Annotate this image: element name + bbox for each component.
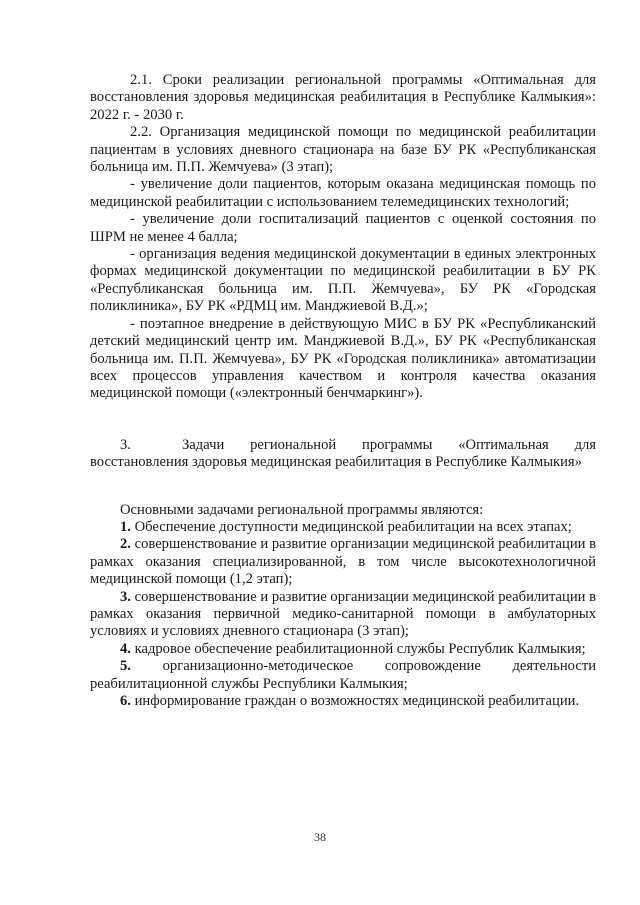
spacer bbox=[90, 403, 596, 437]
spacer bbox=[90, 472, 596, 502]
task-number: 1. bbox=[120, 518, 131, 535]
paragraph-2-2: 2.2. Организация медицинской помощи по медицинской реабилитации пациентам в условиях дневного стационара на базе БУ РК «Республиканская больница им. П.П. Жемчуева» (3 этап); bbox=[90, 124, 596, 176]
task-text: совершенствование и развитие организации медицинской реабилитации в рамках оказания специализированной, в том числе высокотехнологичной медицинской помощи (1,2 этап); bbox=[90, 536, 596, 588]
task-text: Обеспечение доступности медицинской реабилитации на всех этапах; bbox=[134, 518, 572, 535]
task-item bbox=[90, 658, 596, 693]
section-3-number: 3. bbox=[120, 436, 131, 453]
paragraph-2-1: 2.1. Сроки реализации региональной программы «Оптимальная для восстановления здоровья медицинская реабилитация в Республике Калмыкия»: 2022 г. - 2030 г. bbox=[90, 72, 596, 123]
page-number: 38 bbox=[314, 830, 326, 844]
task-text: информирование граждан о возможностях медицинской реабилитации. bbox=[134, 693, 580, 709]
task-text: совершенствование и развитие организации медицинской реабилитации в рамках оказания первичной медико-санитарной помощи в амбулаторных условиях и условиях дневного стационара (3 этап); bbox=[90, 588, 596, 640]
task-item bbox=[90, 589, 596, 641]
task-item bbox=[90, 693, 596, 710]
task-number: 5. bbox=[120, 658, 131, 675]
task-text: организационно-методическое сопровождение деятельности реабилитационной службы Республики Калмыкия; bbox=[90, 658, 597, 692]
bullet-hospitalization: - увеличение доли госпитализаций пациентов с оценкой состояния по ШРМ не менее 4 балла; bbox=[90, 211, 596, 245]
task-item bbox=[90, 519, 596, 536]
section-3-title: Задачи региональной программы «Оптимальная для восстановления здоровья медицинская реабилитация в Республике Калмыкия» bbox=[90, 436, 596, 471]
bullet-telemedicine: - увеличение доли пациентов, которым оказана медицинская помощь по медицинской реабилитации с использованием телемедицинских технологий; bbox=[90, 176, 596, 210]
task-number: 2. bbox=[120, 536, 131, 553]
section-3-heading bbox=[90, 437, 596, 472]
task-item bbox=[90, 536, 596, 588]
task-number: 6. bbox=[120, 693, 131, 709]
document-body bbox=[90, 72, 596, 710]
task-number: 3. bbox=[120, 588, 131, 605]
bullet-mis: - поэтапное внедрение в действующую МИС в БУ РК «Республиканский детский медицинский центр им. Манджиевой В.Д.», БУ РК «Республиканская больница им. П.П. Жемчуева», БУ РК «Городская поликлиника» автоматизации всех процессов управления качеством и контроля качества оказания медицинской помощи («электронный бенчмаркинг»). bbox=[90, 315, 596, 402]
task-text: кадровое обеспечение реабилитационной службы Республик Калмыкия; bbox=[134, 640, 586, 657]
tasks-intro: Основными задачами региональной программы являются: bbox=[120, 501, 484, 518]
task-number: 4. bbox=[120, 640, 131, 657]
bullet-documentation: - организация ведения медицинской документации в единых электронных формах медицинской документации по медицинской реабилитации в БУ РК «Республиканская больница им. П.П. Жемчуева», БУ РК «Городская поликлиника», БУ РК «РДМЦ им. Манджиевой В.Д.»; bbox=[90, 246, 596, 315]
task-item bbox=[90, 641, 596, 658]
